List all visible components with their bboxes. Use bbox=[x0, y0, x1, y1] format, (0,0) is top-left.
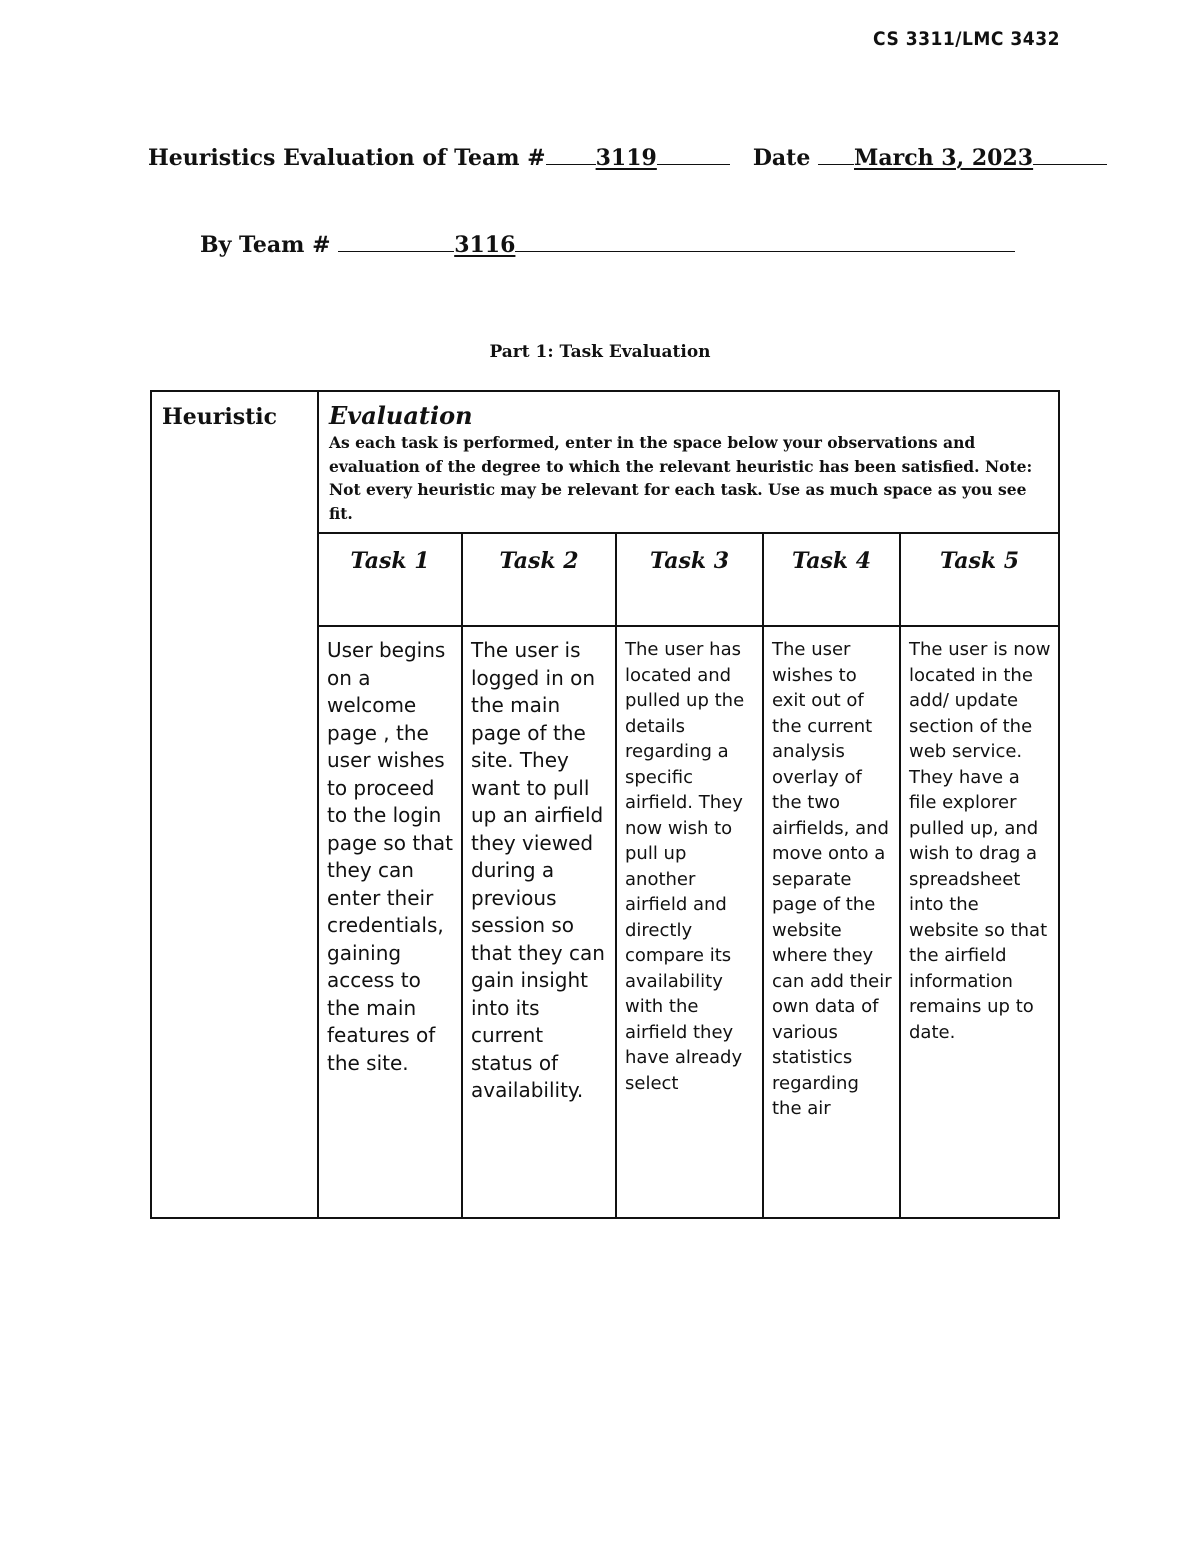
task-2-evaluation[interactable]: The user is logged in on the main page of the site. They want to pull up an airfield they viewed during a previous session so that they can gain insight into its current status of availability. bbox=[462, 626, 616, 1218]
heuristic-column[interactable] bbox=[151, 391, 318, 1218]
blank-underline bbox=[515, 229, 1015, 252]
task-1-evaluation[interactable]: User begins on a welcome page , the user wishes to proceed to the login page so that they can enter their credentials, gaining access to the main features of the site. bbox=[318, 626, 462, 1218]
evaluating-team-number[interactable]: 3116 bbox=[454, 232, 516, 258]
blank-underline bbox=[818, 142, 854, 165]
task-2-header bbox=[462, 533, 616, 626]
blank-underline bbox=[657, 142, 730, 165]
title-prefix: Heuristics Evaluation of Team # bbox=[148, 145, 546, 171]
date-value[interactable]: March 3, 2023 bbox=[854, 145, 1034, 171]
course-code: CS 3311/LMC 3432 bbox=[873, 28, 1060, 50]
task-label: Task 5 bbox=[939, 548, 1020, 574]
by-team-line bbox=[200, 229, 1015, 258]
blank-underline bbox=[1033, 142, 1107, 165]
part-heading: Part 1: Task Evaluation bbox=[489, 342, 711, 362]
evaluation-header-cell bbox=[318, 391, 1059, 533]
heuristic-header: Heuristic bbox=[162, 404, 278, 430]
blank-underline bbox=[546, 142, 596, 165]
blank-underline bbox=[338, 229, 454, 252]
task-5-header bbox=[900, 533, 1059, 626]
task-3-evaluation[interactable]: The user has located and pulled up the details regarding a specific airfield. They now wish to pull up another airfield and directly compare its availability with the airfield they have already select bbox=[616, 626, 763, 1218]
task-evaluation-table bbox=[150, 390, 1060, 1219]
date-label: Date bbox=[752, 145, 811, 171]
evaluation-title-line bbox=[148, 142, 1107, 171]
task-label: Task 4 bbox=[791, 548, 872, 574]
evaluated-team-number[interactable]: 3119 bbox=[595, 145, 657, 171]
evaluation-header: Evaluation bbox=[329, 401, 473, 430]
task-5-evaluation[interactable]: The user is now located in the add/ update section of the web service. They have a file explorer pulled up, and wish to drag a spreadsheet into the website so that the airfield information remains up to date. bbox=[900, 626, 1059, 1218]
task-4-header bbox=[763, 533, 900, 626]
by-team-label: By Team # bbox=[200, 232, 331, 258]
task-label: Task 3 bbox=[649, 548, 730, 574]
evaluation-instructions: As each task is performed, enter in the space below your observations and evaluation of the degree to which the relevant heuristic has been satisfied. Note: Not every heuristic may be relevant for each task. Use as much space as you see fit. bbox=[329, 433, 1033, 523]
task-4-evaluation[interactable]: The user wishes to exit out of the current analysis overlay of the two airfields, and move onto a separate page of the website where they can add their own data of various statistics regarding the air bbox=[763, 626, 900, 1218]
task-1-header bbox=[318, 533, 462, 626]
task-3-header bbox=[616, 533, 763, 626]
task-label: Task 1 bbox=[350, 548, 430, 574]
task-label: Task 2 bbox=[499, 548, 579, 574]
